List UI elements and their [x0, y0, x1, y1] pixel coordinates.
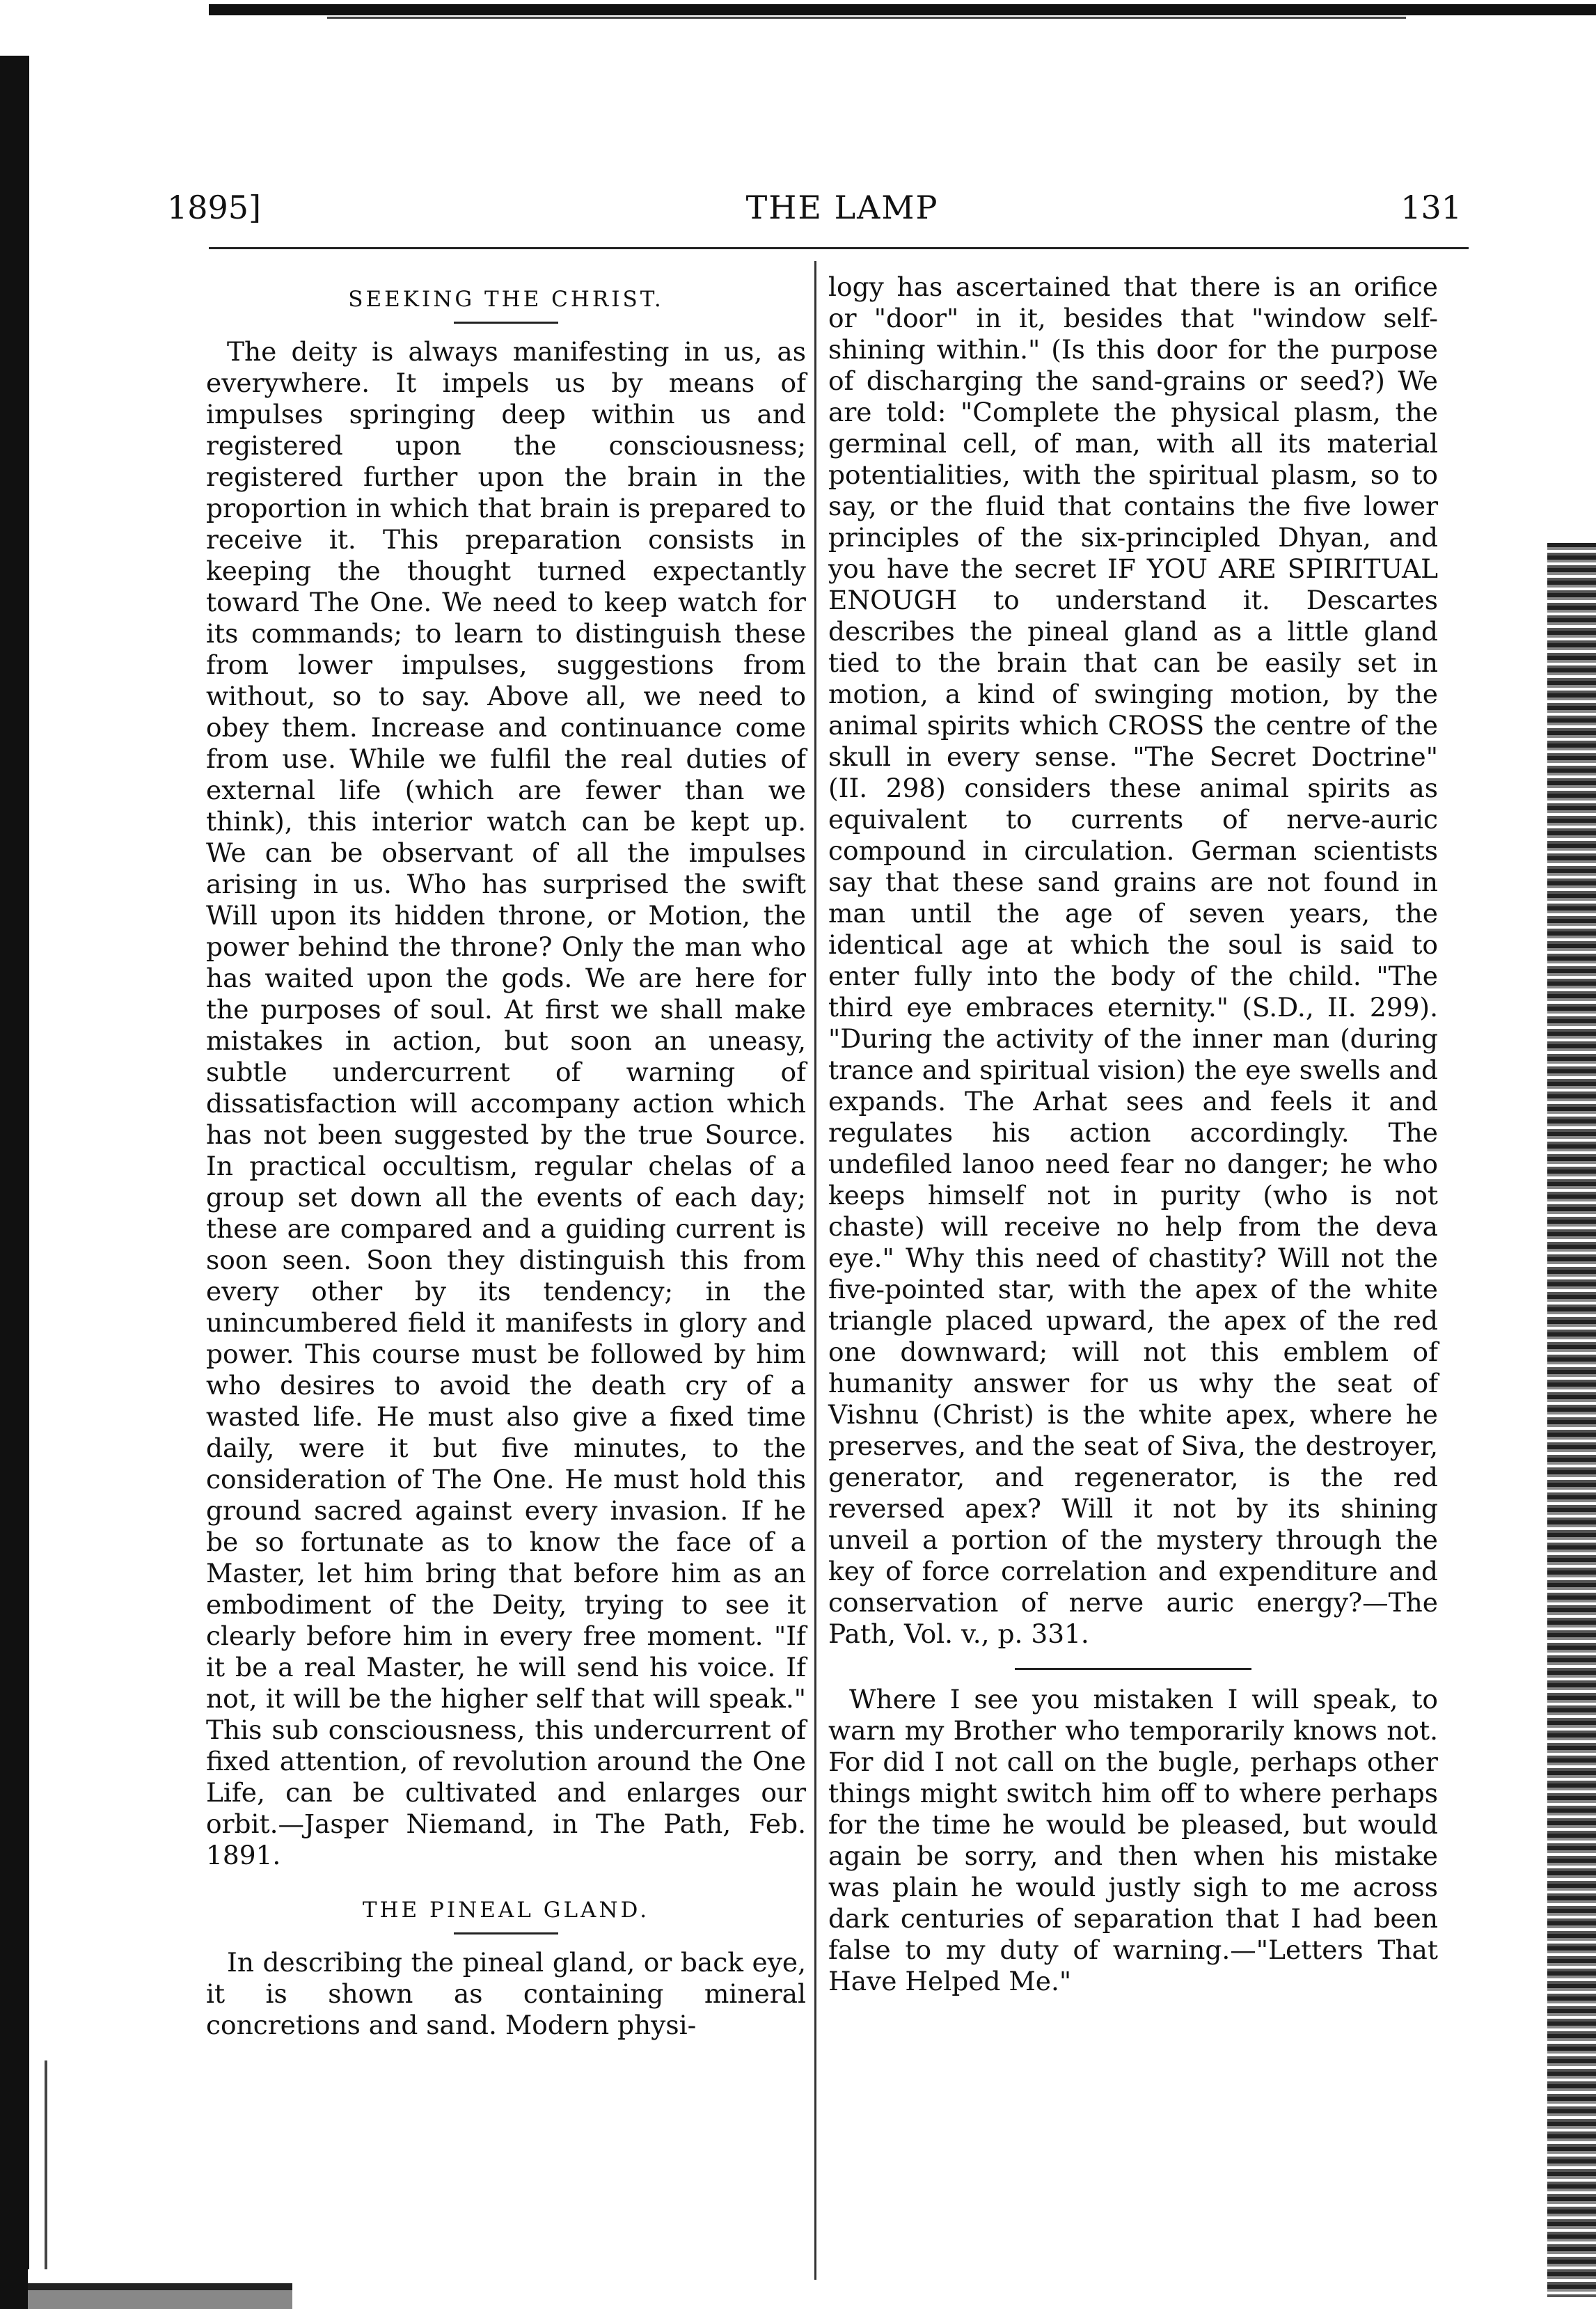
- top-scan-border: [209, 4, 1596, 15]
- section-title-pineal-gland: THE PINEAL GLAND.: [362, 1898, 650, 1923]
- left-scan-edge: [0, 56, 29, 2309]
- section-title-seeking-the-christ: SEEKING THE CHRIST.: [348, 287, 664, 312]
- bottom-scan-corner: [28, 2269, 292, 2309]
- column-divider: [814, 261, 816, 2280]
- left-column: [206, 271, 806, 2041]
- section-rule: [454, 322, 558, 324]
- header-rule: [209, 247, 1469, 249]
- article-letters-quote: Where I see you mistaken I will speak, to warn my Brother who temporarily knows not. For did I not call on the bugle, perhaps other things might switch him off to where perhaps for the time he would be pleased, but would again be sorry, and then when his mistake was plain he would justly sigh to me across dark centuries of separation that I had been false to my duty of warning.—"Letters That Have Helped Me.": [828, 1684, 1438, 1996]
- section-rule: [454, 1932, 558, 1934]
- header-page-number: 131: [1400, 189, 1462, 226]
- right-column: [828, 271, 1438, 1997]
- header-title: THE LAMP: [745, 189, 939, 226]
- section-separator: [1015, 1668, 1251, 1670]
- article-seeking-the-christ: The deity is always manifesting in us, as everywhere. It impels us by means of impulses springing deep within us and registered upon the consciousness; registered further upon the brain in the proportion in which that brain is prepared to receive it. This preparation consists in keeping the thought turned expectantly toward The One. We need to keep watch for its commands; to learn to distinguish these from lower impulses, suggestions from without, so to say. Above all, we need to obey them. Increase and continuance come from use. While we fulfil the real duties of external life (which are fewer than we think), this interior watch can be kept up. We can be observant of all the impulses arising in us. Who has surprised the swift Will upon its hidden throne, or Motion, the power behind the throne? Only the man who has waited upon the gods. We are here for the purposes of soul. At first we shall make mistakes in action, but soon an uneasy, subtle undercurrent of warning of dissatisfaction will accompany action which has not been suggested by the true Source. In practical occultism, regular chelas of a group set down all the events of each day; these are compared and a guiding current is soon seen. Soon they distinguish this from every other by its tendency; in the unincumbered field it manifests in glory and power. This course must be followed by him who desires to avoid the death cry of a wasted life. He must also give a fixed time daily, were it but five minutes, to the consideration of The One. He must hold this ground sacred against every invasion. If he be so fortunate as to know the face of a Master, let him bring that before him as an embodiment of the Deity, trying to see it clearly before him in every free moment. "If it be a real Master, he will send his voice. If not, it will be the higher self that will speak." This sub consciousness, this undercurrent of fixed attention, of revolution around the One Life, can be cultivated and enlarges our orbit.—Jasper Niemand, in The Path, Feb. 1891.: [206, 336, 806, 1870]
- right-scan-edge: [1547, 543, 1596, 2297]
- page-header: [167, 187, 1462, 235]
- article-pineal-gland-continued: logy has ascertained that there is an orifice or "door" in it, besides that "window self-shining within." (Is this door for the purpose of discharging the sand-grains or seed?) We are told: "Complete the physical plasm, the germinal cell, of man, with all its material potentialities, with the spiritual plasm, so to say, or the fluid that contains the five lower principles of the six-principled Dhyan, and you have the secret IF YOU ARE SPIRITUAL ENOUGH to understand it. Descartes describes the pineal gland as a little gland tied to the brain that can be easily set in motion, a kind of swinging motion, by the animal spirits which CROSS the centre of the skull in every sense. "The Secret Doctrine" (II. 298) considers these animal spirits as equivalent to currents of nerve-auric compound in circulation. German scientists say that these sand grains are not found in man until the age of seven years, the identical age at which the soul is said to enter fully into the body of the child. "The third eye embraces eternity." (S.D., II. 299). "During the activity of the inner man (during trance and spiritual vision) the eye swells and expands. The Arhat sees and feels it and regulates his action accordingly. The undefiled lanoo need fear no danger; he who keeps himself not in purity (who is not chaste) will receive no help from the deva eye." Why this need of chastity? Will not the five-pointed star, with the apex of the white triangle placed upward, the apex of the red one downward; will not this emblem of humanity answer for us why the seat of Vishnu (Christ) is the white apex, where he preserves, and the seat of Siva, the destroyer, generator, and regenerator, is the red reversed apex? Will it not by its shining unveil a portion of the mystery through the key of force correlation and expenditure and conservation of nerve auric energy?—The Path, Vol. v., p. 331.: [828, 271, 1438, 1649]
- header-year: 1895]: [167, 189, 262, 226]
- top-scan-border-thin: [327, 17, 1406, 19]
- article-pineal-gland-start: In describing the pineal gland, or back eye, it is shown as containing mineral concretions and sand. Modern physi-: [206, 1947, 806, 2040]
